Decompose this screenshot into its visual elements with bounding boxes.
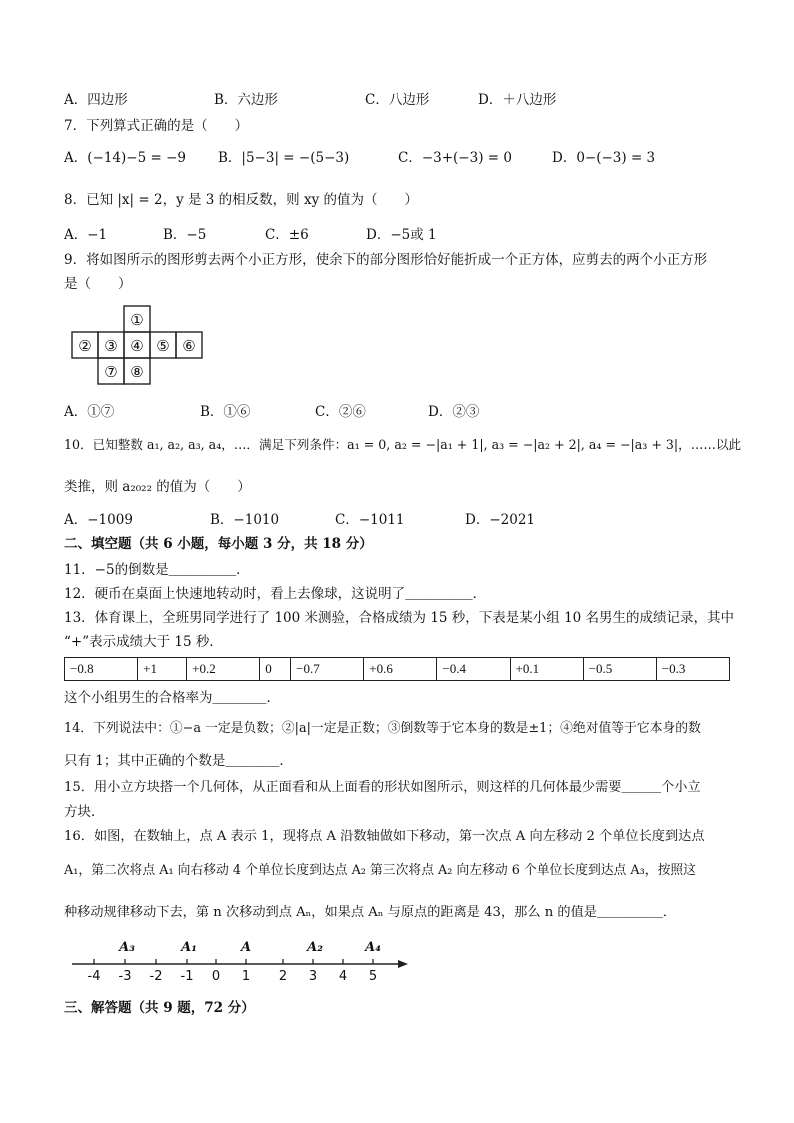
q12: 12．硬币在桌面上快速地转动时，看上去像球，这说明了＿＿＿＿＿． <box>64 586 487 602</box>
q10-stem-line1: 10．已知整数 a₁, a₂, a₃, a₄，…．满足下列条件：a₁ = 0, a₂ = −|a₁ + 1|, a₃ = −|a₂ + 2|, a₄ = −|a₃ + 3|，……以此 <box>64 437 742 452</box>
net-label-7: ⑦ <box>104 363 118 381</box>
q16-line1: 16．如图，在数轴上，点 A 表示 1，现将点 A 沿数轴做如下移动，第一次点 A 向左移动 2 个单位长度到达点 <box>64 829 705 844</box>
table-cell: −0.7 <box>291 658 364 681</box>
q15-line2: 方块． <box>64 804 105 820</box>
q9-option-c: C．②⑥ <box>315 404 366 420</box>
axis-tick-label: -4 <box>87 969 101 984</box>
q10-option-c: C．−1011 <box>335 512 405 528</box>
table-row <box>65 658 730 681</box>
point-label-a2: A₂ <box>307 940 323 955</box>
axis-tick-label: 0 <box>211 969 221 984</box>
q6-option-c: C．八边形 <box>365 92 430 108</box>
net-label-1: ① <box>130 311 144 329</box>
q13-stem-line1: 13．体育课上，全班男同学进行了 100 米测验，合格成绩为 15 秒，下表是某小组 10 名男生的成绩记录，其中 <box>64 610 735 626</box>
table-cell: 0 <box>260 658 291 681</box>
net-label-3: ③ <box>104 337 118 355</box>
net-label-4: ④ <box>130 337 144 355</box>
q10-stem-line2: 类推，则 a₂₀₂₂ 的值为（ ） <box>64 479 251 495</box>
table-cell: −0.4 <box>437 658 510 681</box>
axis-tick-label: 3 <box>308 969 318 984</box>
q16-line3: 种移动规律移动下去，第 n 次移动到点 Aₙ，如果点 Aₙ 与原点的距离是 43，那么 n 的值是＿＿＿＿＿． <box>64 905 677 920</box>
point-label-a4: A₄ <box>365 940 381 955</box>
table-cell: −0.8 <box>65 658 138 681</box>
section-2-heading: 二、填空题（共 6 小题，每小题 3 分，共 18 分） <box>64 536 373 552</box>
axis-tick-label: 5 <box>368 969 378 984</box>
q6-option-b: B．六边形 <box>214 92 278 108</box>
q7-option-b: B．|5−3| = −(5−3) <box>218 150 350 166</box>
q10-option-b: B．−1010 <box>210 512 280 528</box>
axis-tick-label: -1 <box>180 969 194 984</box>
q6-option-d: D．＋八边形 <box>478 92 557 108</box>
section-3-heading: 三、解答题（共 9 题，72 分） <box>64 1000 255 1016</box>
table-cell: +0.1 <box>510 658 583 681</box>
q14-line2: 只有 1；其中正确的个数是＿＿＿＿． <box>64 753 293 769</box>
axis-tick-label: -3 <box>118 969 132 984</box>
q7-option-d: D．0−(−3) = 3 <box>552 150 656 166</box>
q10-option-d: D．−2021 <box>465 512 535 528</box>
score-table <box>64 657 730 681</box>
q10-option-a: A．−1009 <box>64 512 133 528</box>
q8-option-d: D．−5或 1 <box>366 227 437 243</box>
q9-option-b: B．①⑥ <box>200 404 251 420</box>
table-cell: +1 <box>138 658 187 681</box>
net-label-2: ② <box>78 337 92 355</box>
axis-tick-label: -2 <box>149 969 163 984</box>
q13-stem-line2: “+”表示成绩大于 15 秒． <box>64 634 223 650</box>
q6-option-a: A．四边形 <box>64 92 128 108</box>
q7-stem: 7．下列算式正确的是（ ） <box>64 118 249 134</box>
q16-line2: A₁，第二次将点 A₁ 向右移动 4 个单位长度到达点 A₂ 第三次将点 A₂ 向左移动 6 个单位长度到达点 A₃，按照这 <box>64 863 696 878</box>
q9-option-a: A．①⑦ <box>64 404 115 420</box>
table-cell: −0.3 <box>656 658 729 681</box>
net-label-6: ⑥ <box>182 337 196 355</box>
q9-stem-line2: 是（ ） <box>64 276 132 292</box>
point-label-a: A <box>240 940 252 955</box>
axis-tick-label: 4 <box>338 969 348 984</box>
net-label-5: ⑤ <box>156 337 170 355</box>
q8-stem: 8．已知 |x| = 2，y 是 3 的相反数，则 xy 的值为（ ） <box>64 192 418 208</box>
axis-tick-label: 2 <box>278 969 288 984</box>
q9-option-d: D．②③ <box>428 404 480 420</box>
q15-line1: 15．用小立方块搭一个几何体，从正面看和从上面看的形状如图所示，则这样的几何体最少需要＿＿＿个小立 <box>64 780 701 795</box>
table-cell: +0.6 <box>364 658 437 681</box>
q8-option-a: A．−1 <box>64 227 108 243</box>
table-cell: +0.2 <box>187 658 260 681</box>
number-line-figure <box>68 934 413 984</box>
point-label-a1: A₁ <box>181 940 197 955</box>
point-label-a3: A₃ <box>119 940 135 955</box>
q9-stem-line1: 9．将如图所示的图形剪去两个小正方形，使余下的部分图形恰好能折成一个正方体，应剪去的两个小正方形 <box>64 252 708 268</box>
cube-net-figure <box>66 302 208 388</box>
axis-tick-label: 1 <box>241 969 251 984</box>
table-cell: −0.5 <box>583 658 656 681</box>
q8-option-c: C．±6 <box>265 227 309 243</box>
q7-option-a: A．(−14)−5 = −9 <box>64 150 186 166</box>
q11: 11．−5的倒数是＿＿＿＿＿． <box>64 562 250 578</box>
q7-option-c: C．−3+(−3) = 0 <box>398 150 512 166</box>
q14-line1: 14．下列说法中：①−a 一定是负数；②|a|一定是正数；③倒数等于它本身的数是±1；④绝对值等于它本身的数 <box>64 721 701 736</box>
q8-option-b: B．−5 <box>163 227 207 243</box>
q13-after: 这个小组男生的合格率为＿＿＿＿． <box>64 690 280 706</box>
net-label-8: ⑧ <box>130 363 144 381</box>
